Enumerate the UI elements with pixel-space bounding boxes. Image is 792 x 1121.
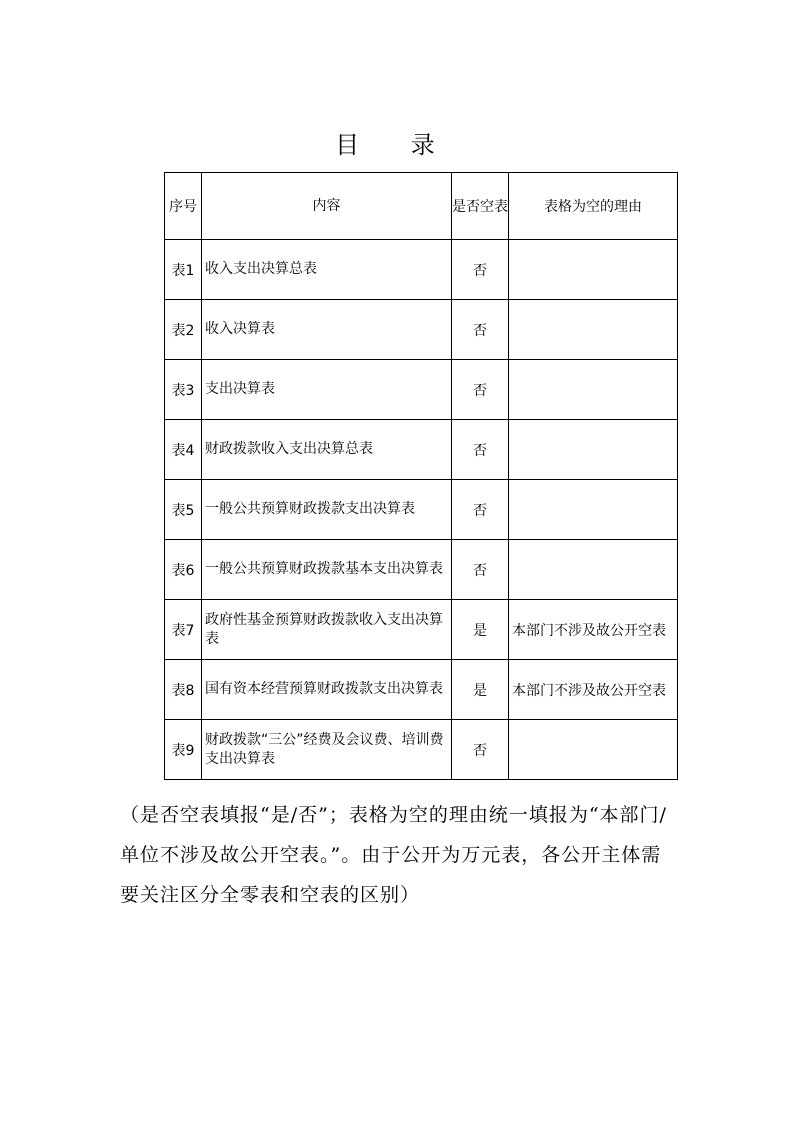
row-empty-reason bbox=[509, 240, 678, 300]
table-row bbox=[165, 420, 678, 480]
row-content: 国有资本经营预算财政拨款支出决算表 bbox=[202, 660, 452, 720]
row-empty-reason bbox=[509, 300, 678, 360]
row-empty-reason bbox=[509, 420, 678, 480]
table-row bbox=[165, 720, 678, 780]
table-row bbox=[165, 600, 678, 660]
row-is-empty: 是 bbox=[452, 600, 509, 660]
row-empty-reason bbox=[509, 540, 678, 600]
row-content: 财政拨款“三公”经费及会议费、培训费支出决算表 bbox=[202, 720, 452, 780]
row-number: 表9 bbox=[165, 720, 202, 780]
table-row bbox=[165, 360, 678, 420]
page-title: 目 录 bbox=[335, 131, 457, 159]
row-number: 表4 bbox=[165, 420, 202, 480]
header-no: 序号 bbox=[165, 173, 202, 240]
footnote: （是否空表填报“是/否”；表格为空的理由统一填报为“本部门/单位不涉及故公开空表。”。由于公开为万元表，各公开主体需要关注区分全零表和空表的区别） bbox=[120, 804, 667, 906]
row-is-empty: 否 bbox=[452, 300, 509, 360]
row-is-empty: 否 bbox=[452, 540, 509, 600]
row-number: 表5 bbox=[165, 480, 202, 540]
row-content: 财政拨款收入支出决算总表 bbox=[202, 420, 452, 480]
row-content: 支出决算表 bbox=[202, 360, 452, 420]
row-is-empty: 是 bbox=[452, 660, 509, 720]
table-body bbox=[165, 240, 678, 780]
table-row bbox=[165, 300, 678, 360]
table-row bbox=[165, 540, 678, 600]
row-is-empty: 否 bbox=[452, 720, 509, 780]
row-content: 一般公共预算财政拨款基本支出决算表 bbox=[202, 540, 452, 600]
row-is-empty: 否 bbox=[452, 240, 509, 300]
table-header-row bbox=[165, 173, 678, 240]
row-empty-reason bbox=[509, 720, 678, 780]
row-is-empty: 否 bbox=[452, 480, 509, 540]
header-empty: 是否空表 bbox=[452, 173, 509, 240]
row-content: 收入决算表 bbox=[202, 300, 452, 360]
header-content: 内容 bbox=[202, 173, 452, 240]
row-number: 表3 bbox=[165, 360, 202, 420]
row-is-empty: 否 bbox=[452, 360, 509, 420]
row-number: 表6 bbox=[165, 540, 202, 600]
row-empty-reason: 本部门不涉及故公开空表 bbox=[509, 660, 678, 720]
row-content: 一般公共预算财政拨款支出决算表 bbox=[202, 480, 452, 540]
row-number: 表1 bbox=[165, 240, 202, 300]
row-number: 表8 bbox=[165, 660, 202, 720]
row-empty-reason bbox=[509, 480, 678, 540]
row-is-empty: 否 bbox=[452, 420, 509, 480]
contents-table bbox=[164, 172, 678, 780]
row-number: 表2 bbox=[165, 300, 202, 360]
header-reason: 表格为空的理由 bbox=[509, 173, 678, 240]
row-empty-reason bbox=[509, 360, 678, 420]
row-content: 收入支出决算总表 bbox=[202, 240, 452, 300]
row-empty-reason: 本部门不涉及故公开空表 bbox=[509, 600, 678, 660]
row-number: 表7 bbox=[165, 600, 202, 660]
table-row bbox=[165, 240, 678, 300]
table-row bbox=[165, 480, 678, 540]
row-content: 政府性基金预算财政拨款收入支出决算表 bbox=[202, 600, 452, 660]
table-row bbox=[165, 660, 678, 720]
